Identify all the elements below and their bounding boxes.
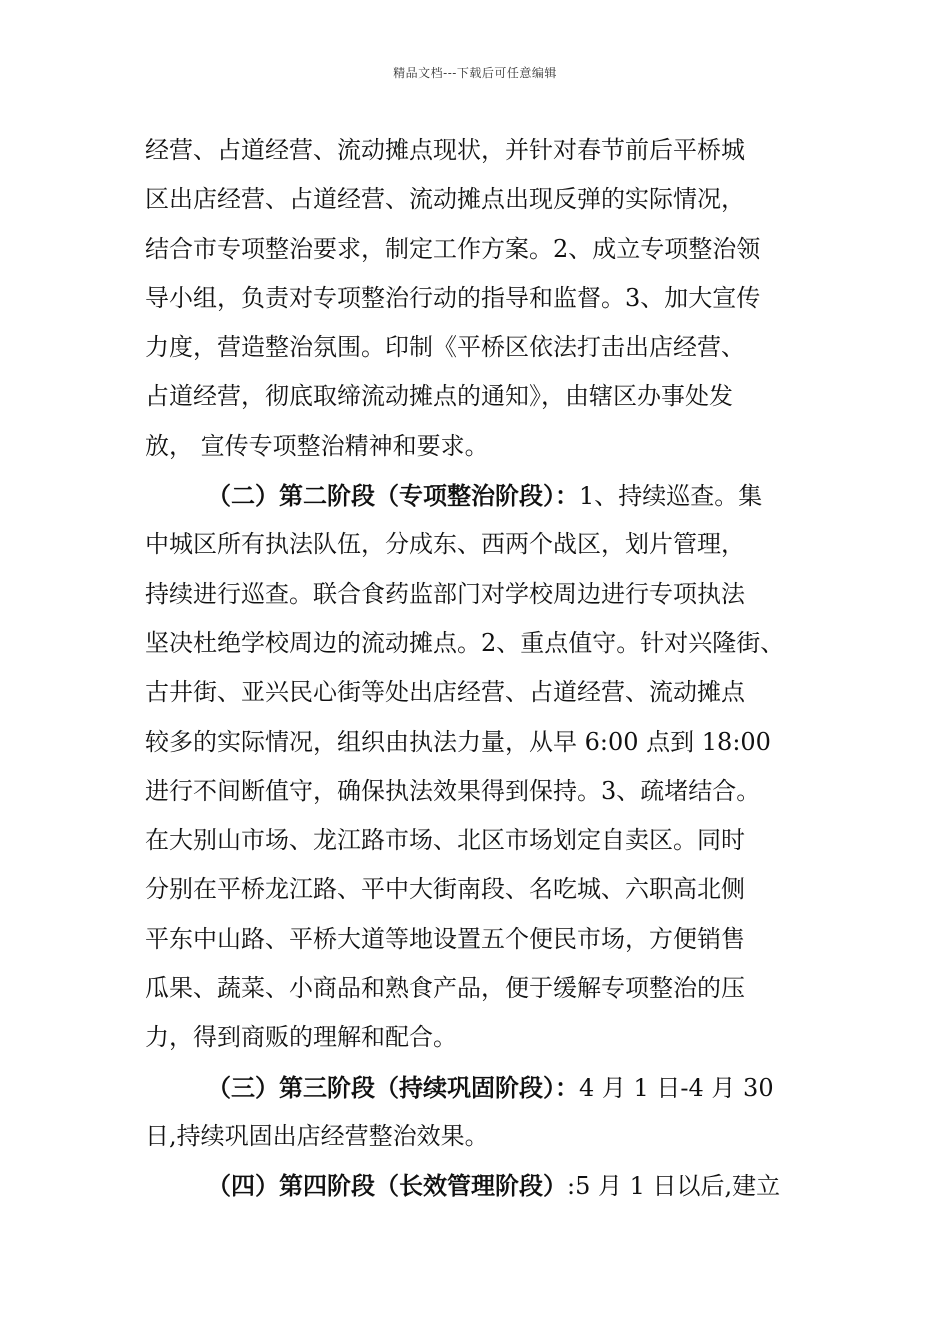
section-heading-line: （四）第四阶段（长效管理阶段）:5 月 1 日以后,建立	[207, 1171, 781, 1201]
text-line: 日,持续巩固出店经营整治效果。	[145, 1121, 489, 1150]
text-line: 在大别山市场、龙江路市场、北区市场划定自卖区。同时	[145, 826, 745, 855]
text-line: 结合市专项整治要求，制定工作方案。2、成立专项整治领	[145, 234, 761, 263]
text-line: 占道经营，彻底取缔流动摊点的通知》，由辖区办事处发	[145, 382, 733, 411]
text-line: 导小组，负责对专项整治行动的指导和监督。3、加大宣传	[145, 283, 761, 312]
text-line: 经营、占道经营、流动摊点现状，并针对春节前后平桥城	[145, 136, 745, 164]
text-line: 区出店经营、占道经营、流动摊点出现反弹的实际情况，	[145, 185, 745, 214]
text-line: 中城区所有执法队伍，分成东、西两个战区，划片管理，	[145, 530, 745, 559]
text-line: 放， 宣传专项整治精神和要求。	[145, 431, 489, 460]
text-line: 较多的实际情况，组织由执法力量，从早 6:00 点到 18:00	[145, 727, 771, 756]
page-header: 精品文档---下载后可任意编辑	[393, 66, 557, 80]
section-heading: （四）第四阶段（长效管理阶段）	[207, 1171, 567, 1201]
section-heading-line: （三）第三阶段（持续巩固阶段）：4 月 1 日-4 月 30	[207, 1072, 774, 1102]
text-line: 瓜果、蔬菜、小商品和熟食产品，便于缓解专项整治的压	[145, 974, 745, 1003]
text-line: 力，得到商贩的理解和配合。	[145, 1023, 457, 1052]
text-line: 持续进行巡查。联合食药监部门对学校周边进行专项执法	[145, 579, 745, 608]
text-line: 平东中山路、平桥大道等地设置五个便民市场，方便销售	[145, 924, 745, 953]
section-heading: （三）第三阶段（持续巩固阶段）：	[207, 1072, 579, 1102]
text-line: 坚决杜绝学校周边的流动摊点。2、重点值守。针对兴隆街、	[145, 628, 785, 657]
text-line: 分别在平桥龙江路、平中大街南段、名吃城、六职高北侧	[145, 875, 745, 904]
section-heading-line: （二）第二阶段（专项整治阶段）：1、持续巡查。集	[207, 481, 763, 511]
text-line: 力度，营造整治氛围。印制《平桥区依法打击出店经营、	[145, 333, 745, 362]
section-heading: （二）第二阶段（专项整治阶段）：	[207, 481, 579, 511]
text-line: 古井街、亚兴民心街等处出店经营、占道经营、流动摊点	[145, 678, 745, 707]
document-body	[145, 126, 810, 1211]
text-line: 进行不间断值守，确保执法效果得到保持。3、疏堵结合。	[145, 776, 761, 805]
